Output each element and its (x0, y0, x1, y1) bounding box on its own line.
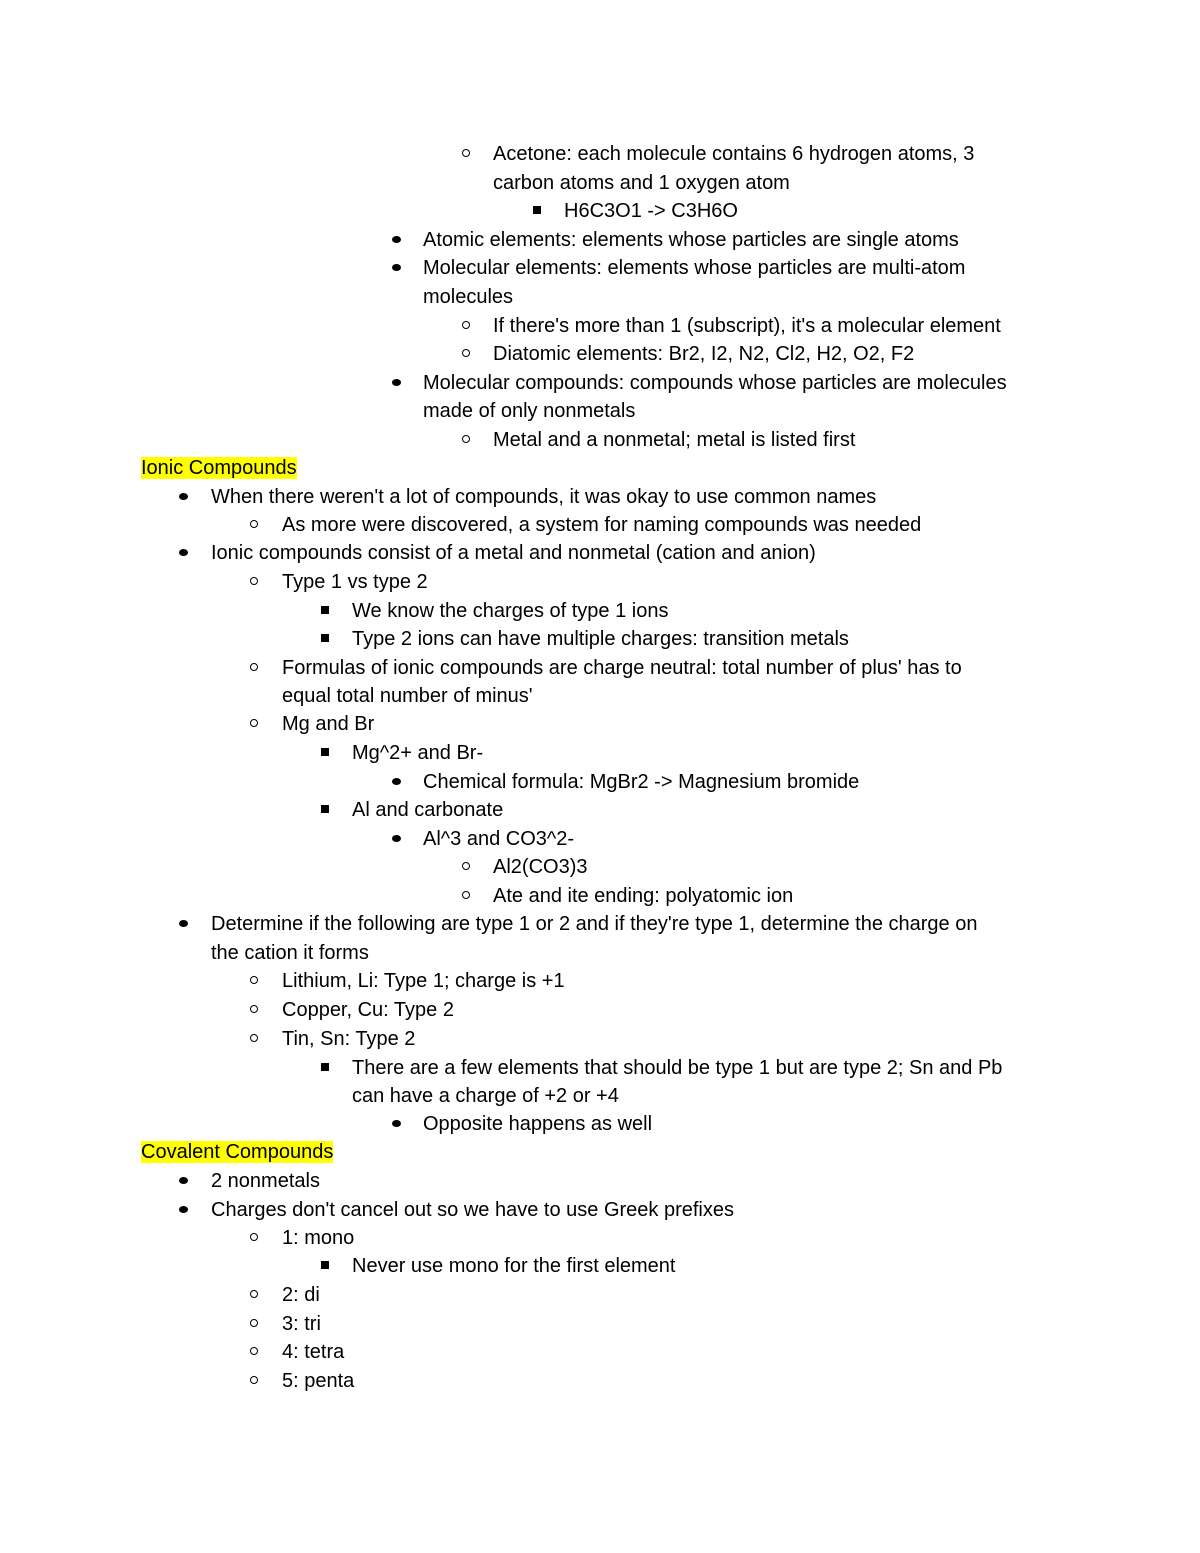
filled-bullet-icon (173, 539, 193, 568)
heading-text: Ionic Compounds (141, 457, 297, 479)
list-item: Al^3 and CO3^2- (423, 828, 575, 850)
filled-bullet-icon (173, 1167, 193, 1196)
list-item: Molecular compounds: compounds whose particles are molecules (423, 372, 1007, 394)
list-item: Determine if the following are type 1 or 2 and if they're type 1, determine the charge on (211, 913, 978, 935)
hollow-bullet-icon (244, 996, 264, 1025)
square-bullet-icon (315, 1252, 335, 1281)
filled-bullet-icon (386, 768, 406, 797)
filled-bullet-icon (173, 1196, 193, 1225)
list-item: 5: penta (282, 1370, 355, 1392)
list-item: Never use mono for the first element (352, 1255, 676, 1277)
list-item: 2: di (282, 1284, 320, 1306)
list-item: Mg^2+ and Br- (352, 742, 484, 764)
hollow-bullet-icon (244, 710, 264, 739)
list-item: Al2(CO3)3 (493, 856, 588, 878)
hollow-bullet-icon (244, 1224, 264, 1253)
list-item: Opposite happens as well (423, 1113, 653, 1135)
list-item: When there weren't a lot of compounds, it was okay to use common names (211, 486, 877, 508)
hollow-bullet-icon (244, 1281, 264, 1310)
list-item-continuation: made of only nonmetals (423, 400, 636, 422)
list-item: Charges don't cancel out so we have to use Greek prefixes (211, 1199, 734, 1221)
list-item: We know the charges of type 1 ions (352, 600, 669, 622)
hollow-bullet-icon (244, 654, 264, 683)
list-item: Tin, Sn: Type 2 (282, 1028, 416, 1050)
list-item-continuation: equal total number of minus' (282, 685, 533, 707)
filled-bullet-icon (173, 483, 193, 512)
list-item: H6C3O1 -> C3H6O (564, 200, 738, 222)
list-item: Diatomic elements: Br2, I2, N2, Cl2, H2, O2, F2 (493, 343, 915, 365)
square-bullet-icon (527, 197, 547, 226)
list-item: Al and carbonate (352, 799, 504, 821)
list-item: Copper, Cu: Type 2 (282, 999, 454, 1021)
list-item: Ionic compounds consist of a metal and nonmetal (cation and anion) (211, 542, 816, 564)
hollow-bullet-icon (456, 853, 476, 882)
filled-bullet-icon (386, 1110, 406, 1139)
square-bullet-icon (315, 1054, 335, 1083)
list-item-continuation: can have a charge of +2 or +4 (352, 1085, 619, 1107)
list-item: Type 1 vs type 2 (282, 571, 428, 593)
list-item: 3: tri (282, 1313, 321, 1335)
list-item: 2 nonmetals (211, 1170, 320, 1192)
list-item: Formulas of ionic compounds are charge neutral: total number of plus' has to (282, 657, 962, 679)
hollow-bullet-icon (244, 568, 264, 597)
filled-bullet-icon (386, 369, 406, 398)
list-item: There are a few elements that should be type 1 but are type 2; Sn and Pb (352, 1057, 1003, 1079)
filled-bullet-icon (386, 226, 406, 255)
square-bullet-icon (315, 739, 335, 768)
hollow-bullet-icon (456, 882, 476, 911)
hollow-bullet-icon (244, 1338, 264, 1367)
filled-bullet-icon (386, 254, 406, 283)
filled-bullet-icon (173, 910, 193, 939)
hollow-bullet-icon (244, 1367, 264, 1396)
list-item: As more were discovered, a system for naming compounds was needed (282, 514, 922, 536)
hollow-bullet-icon (244, 1310, 264, 1339)
filled-bullet-icon (386, 825, 406, 854)
list-item: Metal and a nonmetal; metal is listed first (493, 429, 856, 451)
heading-text: Covalent Compounds (141, 1141, 334, 1163)
hollow-bullet-icon (244, 511, 264, 540)
list-item: 1: mono (282, 1227, 355, 1249)
list-item: Acetone: each molecule contains 6 hydrogen atoms, 3 (493, 143, 975, 165)
list-item: Molecular elements: elements whose particles are multi-atom (423, 257, 966, 279)
list-item: Ate and ite ending: polyatomic ion (493, 885, 794, 907)
list-item: Lithium, Li: Type 1; charge is +1 (282, 970, 565, 992)
list-item-continuation: carbon atoms and 1 oxygen atom (493, 172, 790, 194)
hollow-bullet-icon (456, 340, 476, 369)
list-item: Mg and Br (282, 713, 375, 735)
hollow-bullet-icon (244, 967, 264, 996)
list-item: If there's more than 1 (subscript), it's a molecular element (493, 315, 1001, 337)
list-item-continuation: molecules (423, 286, 514, 308)
hollow-bullet-icon (456, 140, 476, 169)
square-bullet-icon (315, 796, 335, 825)
section-heading-covalent (141, 1138, 333, 1167)
hollow-bullet-icon (244, 1025, 264, 1054)
square-bullet-icon (315, 625, 335, 654)
list-item: Type 2 ions can have multiple charges: transition metals (352, 628, 849, 650)
list-item-continuation: the cation it forms (211, 942, 369, 964)
list-item: Atomic elements: elements whose particles are single atoms (423, 229, 959, 251)
square-bullet-icon (315, 597, 335, 626)
hollow-bullet-icon (456, 312, 476, 341)
list-item: 4: tetra (282, 1341, 345, 1363)
list-item: Chemical formula: MgBr2 -> Magnesium bromide (423, 771, 860, 793)
section-heading-ionic (141, 454, 297, 483)
hollow-bullet-icon (456, 426, 476, 455)
